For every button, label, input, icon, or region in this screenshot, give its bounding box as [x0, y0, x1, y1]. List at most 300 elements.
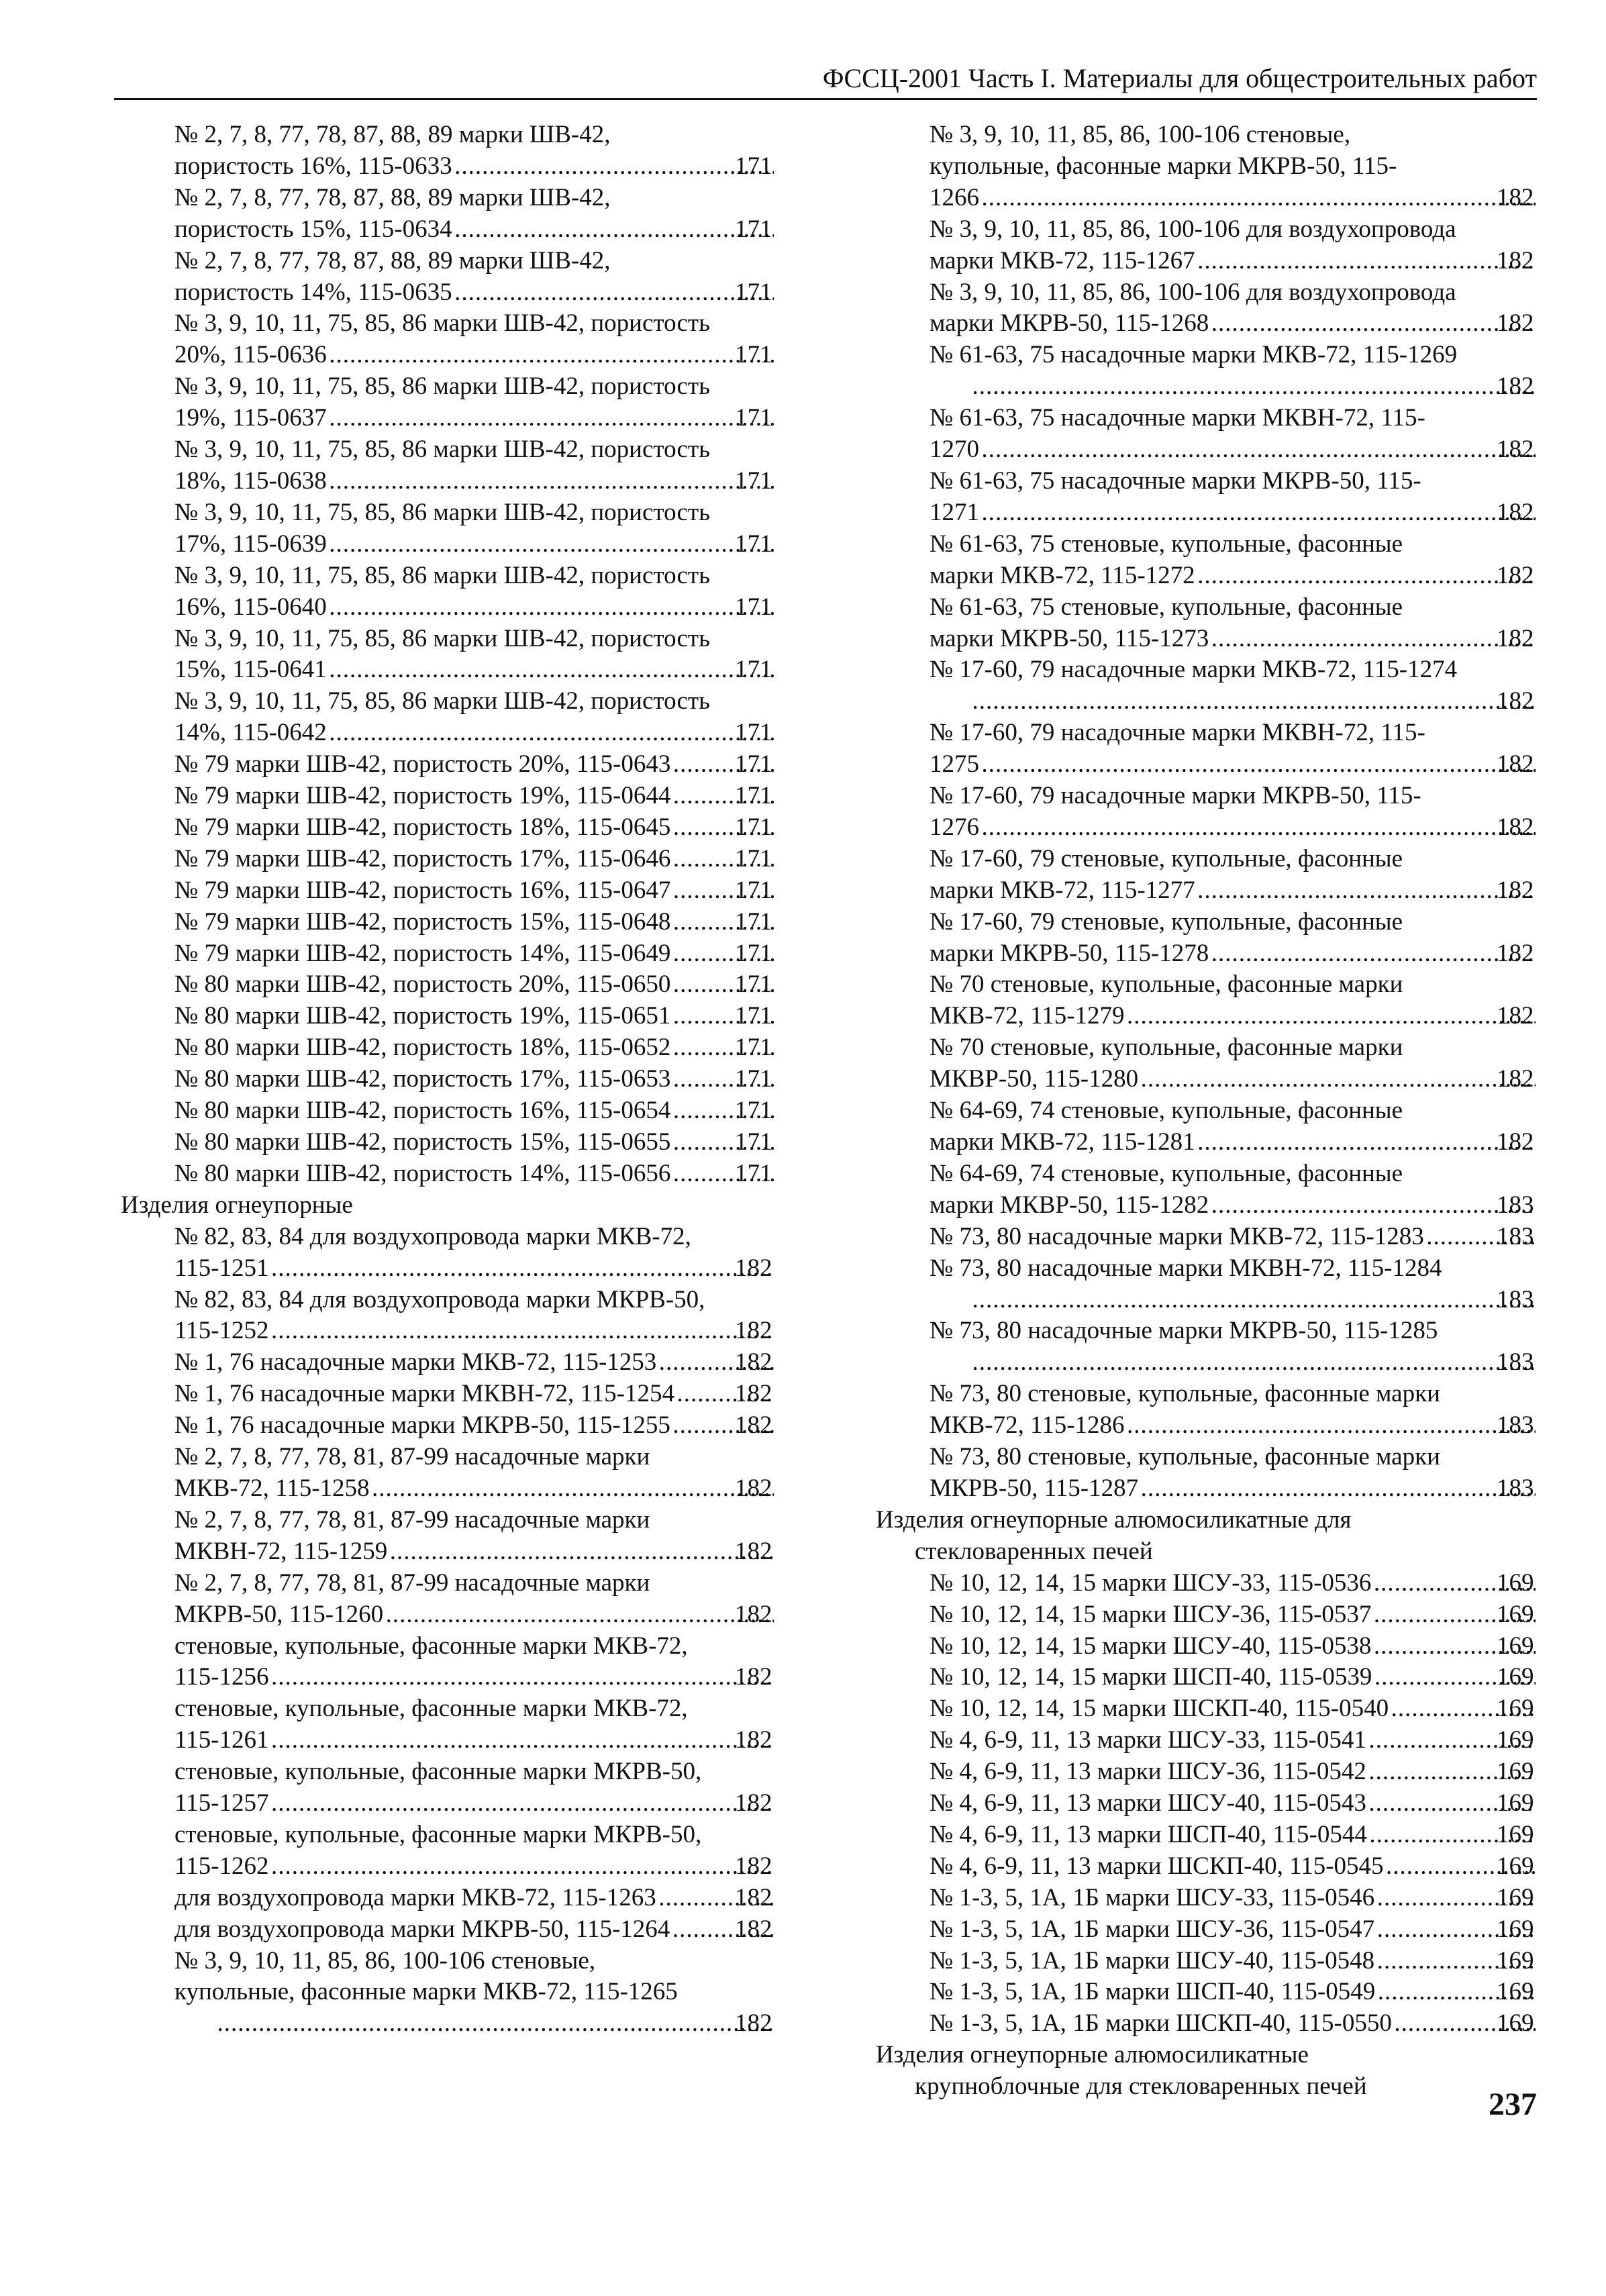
entry-text: № 70 стеновые, купольные, фасонные марки — [930, 970, 1403, 999]
entry-text: 17%, 115-0639 — [174, 530, 327, 558]
entry-leader-line: ..... 182 — [970, 371, 1537, 403]
index-entry — [866, 1662, 1537, 1693]
header-title: ФССЦ-2001 Часть I. Материалы для общестроительных работ — [822, 63, 1537, 93]
index-entry — [114, 969, 775, 1001]
index-entry — [114, 1631, 775, 1694]
entry-leader-line: № 1, 76 насадочные марки МКВ-72, 115-1253 ..... 182 — [215, 1347, 775, 1379]
entry-text: № 80 марки ШВ-42, пористость 18%, 115-0652 — [174, 1034, 671, 1062]
entry-text: 115-1261 — [174, 1726, 269, 1754]
index-entry — [114, 781, 775, 812]
dot-leader — [981, 812, 1536, 844]
entry-text: № 73, 80 стеновые, купольные, фасонные марки — [930, 1380, 1440, 1408]
entry-leader-line: 115-1252 ..... 182 — [215, 1315, 775, 1347]
entry-leader-line: марки МКВ-72, 115-1267 ..... 182 — [970, 246, 1537, 277]
entry-text: МКРВ-50, 115-1260 — [174, 1600, 384, 1628]
entry-text: № 4, 6-9, 11, 13 марки ШСУ-33, 115-0541 — [930, 1726, 1366, 1754]
section-heading-text: стекловаренных печей — [915, 1537, 1153, 1565]
entry-text: № 10, 12, 14, 15 марки ШСУ-40, 115-0538 — [930, 1632, 1372, 1660]
index-entry — [866, 2008, 1537, 2040]
dot-leader — [981, 183, 1536, 214]
entry-text: № 2, 7, 8, 77, 78, 87, 88, 89 марки ШВ-42, — [174, 183, 611, 211]
entry-leader-line: пористость 15%, 115-0634 ..... 171 — [215, 214, 775, 246]
entry-text: № 64-69, 74 стеновые, купольные, фасонные — [930, 1097, 1403, 1125]
dot-leader — [981, 497, 1536, 529]
entry-text: № 82, 83, 84 для воздухопровода марки МКВ-72, — [174, 1222, 691, 1250]
entry-leader-line: 17%, 115-0639 ..... 171 — [215, 529, 775, 560]
dot-leader — [371, 1473, 774, 1505]
entry-text: 1271 — [930, 498, 979, 526]
index-entry — [114, 812, 775, 844]
entry-text: № 73, 80 насадочные марки МКВ-72, 115-1283 — [930, 1222, 1424, 1250]
entry-leader-line: № 80 марки ШВ-42, пористость 14%, 115-0656 ..... 171 — [215, 1158, 775, 1190]
dot-leader — [1140, 1473, 1536, 1505]
dot-leader — [270, 1851, 774, 1883]
index-entry — [114, 1032, 775, 1064]
entry-leader-line: № 79 марки ШВ-42, пористость 14%, 115-0649 ..... 171 — [215, 938, 775, 970]
index-entry — [866, 1095, 1537, 1158]
entry-text: 20%, 115-0636 — [174, 341, 327, 369]
entry-text: № 4, 6-9, 11, 13 марки ШСУ-36, 115-0542 — [930, 1758, 1366, 1786]
entry-text: МКВ-72, 115-1279 — [930, 1002, 1125, 1030]
index-entry — [114, 907, 775, 938]
entry-leader-line: № 10, 12, 14, 15 марки ШСКП-40, 115-0540 ..... 169 — [970, 1693, 1537, 1725]
entry-text: купольные, фасонные марки МКВ-72, 115-1265 — [174, 1978, 678, 2006]
index-entry — [114, 1410, 775, 1442]
entry-text: 15%, 115-0641 — [174, 656, 327, 684]
index-entry — [114, 844, 775, 875]
index-entry — [114, 1001, 775, 1032]
page-number: 237 — [1489, 2087, 1537, 2122]
index-entry — [114, 1883, 775, 1914]
entry-text: № 17-60, 79 насадочные марки МКВН-72, 115- — [930, 719, 1425, 747]
entry-leader-line: 1276 ..... 182 — [970, 812, 1537, 844]
dot-leader — [454, 277, 774, 309]
index-entry — [114, 1347, 775, 1379]
entry-leader-line: 1266 ..... 182 — [970, 183, 1537, 214]
index-entry — [866, 1599, 1537, 1631]
entry-leader-line: № 10, 12, 14, 15 марки ШСП-40, 115-0539 ..... 169 — [970, 1662, 1537, 1693]
entry-text: № 61-63, 75 насадочные марки МКВН-72, 115- — [930, 404, 1425, 432]
entry-leader-line: № 4, 6-9, 11, 13 марки ШСП-40, 115-0544 ..... 169 — [970, 1819, 1537, 1851]
entry-text: № 2, 7, 8, 77, 78, 87, 88, 89 марки ШВ-42, — [174, 121, 611, 148]
index-entry — [114, 1285, 775, 1348]
entry-leader-line: марки МКВР-50, 115-1282 ..... 183 — [970, 1190, 1537, 1221]
index-entry — [866, 340, 1537, 403]
entry-text: марки МКРВ-50, 115-1278 — [930, 939, 1209, 967]
entry-text: 16%, 115-0640 — [174, 593, 327, 621]
dot-leader — [1210, 623, 1536, 655]
entry-leader-line: МКРВ-50, 115-1260 ..... 182 — [215, 1599, 775, 1631]
entry-text: № 61-63, 75 насадочные марки МКВ-72, 115-1269 — [930, 341, 1458, 369]
index-entry — [114, 1505, 775, 1568]
entry-text: марки МКВ-72, 115-1281 — [930, 1128, 1195, 1156]
index-entry — [114, 308, 775, 371]
entry-leader-line: 20%, 115-0636 ..... 171 — [215, 340, 775, 371]
entry-text: № 64-69, 74 стеновые, купольные, фасонные — [930, 1159, 1403, 1187]
entry-text: № 2, 7, 8, 77, 78, 81, 87-99 насадочные марки — [174, 1443, 650, 1471]
entry-text: марки МКВ-72, 115-1267 — [930, 246, 1195, 274]
index-entry — [866, 1631, 1537, 1662]
entry-text: № 4, 6-9, 11, 13 марки ШСКП-40, 115-0545 — [930, 1852, 1384, 1880]
entry-leader-line: 115-1261 ..... 182 — [215, 1725, 775, 1756]
index-entry — [114, 1221, 775, 1285]
entry-text: № 79 марки ШВ-42, пористость 15%, 115-0648 — [174, 907, 671, 936]
entry-leader-line: № 80 марки ШВ-42, пористость 15%, 115-0655 ..... 171 — [215, 1127, 775, 1158]
index-entry — [114, 119, 775, 183]
index-entry — [866, 1693, 1537, 1725]
index-entry — [866, 119, 1537, 214]
entry-leader-line: 115-1256 ..... 182 — [215, 1662, 775, 1693]
index-entry — [866, 1253, 1537, 1316]
entry-text: 1266 — [930, 183, 979, 211]
entry-text: № 3, 9, 10, 11, 85, 86, 100-106 стеновые, — [174, 1946, 596, 1975]
entry-text: № 17-60, 79 стеновые, купольные, фасонные — [930, 907, 1403, 936]
index-entry — [114, 875, 775, 907]
entry-leader-line: № 73, 80 насадочные марки МКВ-72, 115-1283 ..... 183 — [970, 1221, 1537, 1253]
entry-text: МКВ-72, 115-1258 — [174, 1474, 370, 1502]
section-heading — [866, 1505, 1537, 1568]
entry-text: № 2, 7, 8, 77, 78, 81, 87-99 насадочные марки — [174, 1568, 650, 1597]
entry-text: № 79 марки ШВ-42, пористость 20%, 115-0643 — [174, 750, 671, 779]
entry-text: пористость 16%, 115-0633 — [174, 152, 452, 180]
entry-text: № 80 марки ШВ-42, пористость 14%, 115-0656 — [174, 1159, 671, 1187]
dot-leader — [270, 1315, 774, 1347]
entry-leader-line: 115-1262 ..... 182 — [215, 1851, 775, 1883]
dot-leader — [328, 403, 774, 434]
index-entry — [114, 1379, 775, 1410]
entry-text: № 17-60, 79 насадочные марки МКРВ-50, 115- — [930, 782, 1421, 810]
dot-leader — [1197, 246, 1536, 277]
index-entry — [114, 623, 775, 687]
index-entry — [866, 403, 1537, 466]
entry-leader-line: ..... 182 — [215, 2008, 775, 2040]
index-entry — [114, 497, 775, 560]
index-entry — [866, 969, 1537, 1032]
entry-leader-line: № 10, 12, 14, 15 марки ШСУ-33, 115-0536 ..... 169 — [970, 1568, 1537, 1599]
section-heading — [866, 2040, 1537, 2103]
dot-leader — [385, 1599, 774, 1631]
index-entry — [114, 1946, 775, 2040]
index-entry — [866, 907, 1537, 970]
entry-leader-line: 115-1257 ..... 182 — [215, 1788, 775, 1819]
index-entry — [866, 277, 1537, 340]
index-entry — [114, 1127, 775, 1158]
entry-text: № 17-60, 79 насадочные марки МКВ-72, 115-1274 — [930, 656, 1458, 684]
entry-leader-line: ..... 183 — [970, 1285, 1537, 1316]
index-entry — [114, 1064, 775, 1095]
entry-leader-line: № 10, 12, 14, 15 марки ШСУ-40, 115-0538 ..... 169 — [970, 1631, 1537, 1662]
entry-text: стеновые, купольные, фасонные марки МКВ-72, — [174, 1695, 688, 1723]
entry-text: № 10, 12, 14, 15 марки ШСКП-40, 115-0540 — [930, 1695, 1389, 1723]
index-entry — [866, 1221, 1537, 1253]
entry-leader-line: марки МКРВ-50, 115-1273 ..... 182 — [970, 623, 1537, 655]
entry-text: № 61-63, 75 стеновые, купольные, фасонные — [930, 593, 1403, 621]
entry-text: № 3, 9, 10, 11, 75, 85, 86 марки ШВ-42, пористость — [174, 687, 710, 715]
entry-group — [866, 1568, 1537, 2040]
entry-leader-line: № 79 марки ШВ-42, пористость 15%, 115-0648 ..... 171 — [215, 907, 775, 938]
entry-text: № 79 марки ШВ-42, пористость 19%, 115-0644 — [174, 782, 671, 810]
entry-text: марки МКВР-50, 115-1282 — [930, 1191, 1209, 1219]
entry-text: для воздухопровода марки МКВ-72, 115-1263 — [174, 1883, 656, 1911]
dot-leader — [270, 1788, 774, 1819]
index-entry — [866, 1158, 1537, 1221]
entry-text: 1275 — [930, 750, 979, 779]
entry-text: № 3, 9, 10, 11, 85, 86, 100-106 для воздухопровода — [930, 278, 1456, 306]
entry-text: № 10, 12, 14, 15 марки ШСП-40, 115-0539 — [930, 1663, 1372, 1691]
entry-text: № 4, 6-9, 11, 13 марки ШСУ-40, 115-0543 — [930, 1789, 1366, 1817]
entry-text: № 1, 76 насадочные марки МКВ-72, 115-1253 — [174, 1348, 657, 1377]
entry-text: № 61-63, 75 насадочные марки МКРВ-50, 115- — [930, 466, 1421, 495]
dot-leader — [1197, 560, 1536, 592]
dot-leader — [971, 1285, 1536, 1316]
entry-text: 115-1262 — [174, 1852, 269, 1880]
entry-leader-line: 16%, 115-0640 ..... 171 — [215, 592, 775, 623]
dot-leader — [1210, 938, 1536, 970]
entry-leader-line: № 1-3, 5, 1А, 1Б марки ШСУ-40, 115-0548 ..... 169 — [970, 1946, 1537, 1977]
index-entry — [866, 1883, 1537, 1914]
section-heading-text: Изделия огнеупорные — [121, 1191, 353, 1219]
index-entry — [866, 529, 1537, 592]
entry-text: № 80 марки ШВ-42, пористость 20%, 115-0650 — [174, 970, 671, 999]
entry-text: № 79 марки ШВ-42, пористость 18%, 115-0645 — [174, 813, 671, 841]
index-entry — [114, 1756, 775, 1819]
index-entry — [866, 1756, 1537, 1788]
entry-text: марки МКВ-72, 115-1277 — [930, 876, 1195, 904]
entry-text: № 1-3, 5, 1А, 1Б марки ШСУ-36, 115-0547 — [930, 1915, 1375, 1943]
entry-leader-line: № 4, 6-9, 11, 13 марки ШСУ-40, 115-0543 ..... 169 — [970, 1788, 1537, 1819]
entry-leader-line: 1270 ..... 182 — [970, 434, 1537, 466]
dot-leader — [216, 2008, 774, 2040]
index-entry — [866, 1725, 1537, 1756]
entry-leader-line: МКВ-72, 115-1286 ..... 183 — [970, 1410, 1537, 1442]
entry-text: № 80 марки ШВ-42, пористость 16%, 115-0654 — [174, 1097, 671, 1125]
index-entry — [866, 214, 1537, 277]
entry-group — [866, 119, 1537, 1505]
entry-leader-line: марки МКВ-72, 115-1277 ..... 182 — [970, 875, 1537, 907]
entry-text: 18%, 115-0638 — [174, 466, 327, 495]
dot-leader — [971, 686, 1536, 717]
entry-leader-line: МКВН-72, 115-1259 ..... 182 — [215, 1536, 775, 1568]
index-entry — [866, 1788, 1537, 1819]
index-entry — [866, 1914, 1537, 1946]
index-entry — [866, 781, 1537, 844]
dot-leader — [389, 1536, 774, 1568]
index-entry — [866, 654, 1537, 717]
entry-text: № 73, 80 стеновые, купольные, фасонные марки — [930, 1443, 1440, 1471]
entry-leader-line: № 1-3, 5, 1А, 1Б марки ШСКП-40, 115-0550 ..... 169 — [970, 2008, 1537, 2040]
dot-leader — [1126, 1001, 1536, 1032]
index-entry — [114, 1914, 775, 1946]
entry-text: № 80 марки ШВ-42, пористость 19%, 115-0651 — [174, 1002, 671, 1030]
index-column-right — [866, 119, 1537, 2103]
entry-text: 1270 — [930, 436, 979, 464]
dot-leader — [1197, 875, 1536, 907]
entry-leader-line: № 79 марки ШВ-42, пористость 19%, 115-0644 ..... 171 — [215, 781, 775, 812]
entry-leader-line: 1275 ..... 182 — [970, 749, 1537, 781]
index-entry — [114, 1095, 775, 1127]
entry-text: пористость 15%, 115-0634 — [174, 215, 452, 243]
index-entry — [866, 1851, 1537, 1883]
entry-text: купольные, фасонные марки МКРВ-50, 115- — [930, 152, 1397, 180]
entry-text: 115-1257 — [174, 1789, 269, 1817]
entry-leader-line: № 79 марки ШВ-42, пористость 20%, 115-0643 ..... 171 — [215, 749, 775, 781]
dot-leader — [328, 529, 774, 560]
entry-leader-line: МКВ-72, 115-1279 ..... 182 — [970, 1001, 1537, 1032]
entry-text: № 10, 12, 14, 15 марки ШСУ-33, 115-0536 — [930, 1568, 1372, 1597]
index-entry — [866, 1442, 1537, 1505]
entry-text: № 79 марки ШВ-42, пористость 14%, 115-0649 — [174, 939, 671, 967]
entry-group — [114, 119, 775, 1190]
entry-text: № 3, 9, 10, 11, 75, 85, 86 марки ШВ-42, пористость — [174, 372, 710, 401]
entry-leader-line: марки МКРВ-50, 115-1278 ..... 182 — [970, 938, 1537, 970]
entry-text: МКВР-50, 115-1280 — [930, 1065, 1139, 1093]
entry-leader-line: № 80 марки ШВ-42, пористость 19%, 115-0651 ..... 171 — [215, 1001, 775, 1032]
entry-text: № 73, 80 насадочные марки МКРВ-50, 115-1285 — [930, 1317, 1438, 1345]
dot-leader — [270, 1662, 774, 1693]
entry-leader-line: 1271 ..... 182 — [970, 497, 1537, 529]
entry-text: марки МКРВ-50, 115-1273 — [930, 624, 1209, 652]
entry-text: № 79 марки ШВ-42, пористость 16%, 115-0647 — [174, 876, 671, 904]
entry-text: № 82, 83, 84 для воздухопровода марки МКРВ-50, — [174, 1285, 705, 1313]
entry-leader-line: 115-1251 ..... 182 — [215, 1253, 775, 1285]
entry-text: 19%, 115-0637 — [174, 404, 327, 432]
index-entry — [114, 1693, 775, 1756]
entry-text: МКВ-72, 115-1286 — [930, 1411, 1125, 1440]
entry-text: 115-1252 — [174, 1317, 269, 1345]
dot-leader — [328, 654, 774, 686]
entry-leader-line: № 1, 76 насадочные марки МКВН-72, 115-1254 ..... 182 — [215, 1379, 775, 1410]
entry-leader-line: марки МКВ-72, 115-1272 ..... 182 — [970, 560, 1537, 592]
entry-text: № 2, 7, 8, 77, 78, 81, 87-99 насадочные марки — [174, 1505, 650, 1534]
index-entry — [866, 1032, 1537, 1095]
entry-text: марки МКВ-72, 115-1272 — [930, 561, 1195, 589]
index-entry — [866, 1379, 1537, 1442]
entry-leader-line: ..... 183 — [970, 1347, 1537, 1379]
entry-text: № 3, 9, 10, 11, 75, 85, 86 марки ШВ-42, пористость — [174, 309, 710, 338]
dot-leader — [971, 1347, 1536, 1379]
index-entry — [866, 1315, 1537, 1379]
index-entry — [114, 938, 775, 970]
entry-leader-line: № 80 марки ШВ-42, пористость 16%, 115-0654 ..... 171 — [215, 1095, 775, 1127]
entry-leader-line: № 1-3, 5, 1А, 1Б марки ШСП-40, 115-0549 ..... 169 — [970, 1977, 1537, 2008]
entry-leader-line: № 79 марки ШВ-42, пористость 17%, 115-0646 ..... 171 — [215, 844, 775, 875]
entry-leader-line: марки МКВ-72, 115-1281 ..... 182 — [970, 1127, 1537, 1158]
entry-text: 115-1256 — [174, 1663, 269, 1691]
dot-leader — [454, 151, 774, 183]
entry-text: № 80 марки ШВ-42, пористость 15%, 115-0655 — [174, 1128, 671, 1156]
index-entry — [114, 246, 775, 309]
dot-leader — [328, 466, 774, 497]
index-entry — [866, 1977, 1537, 2008]
entry-text: № 17-60, 79 стеновые, купольные, фасонные — [930, 844, 1403, 872]
index-entry — [866, 1946, 1537, 1977]
entry-leader-line: № 10, 12, 14, 15 марки ШСУ-36, 115-0537 ..... 169 — [970, 1599, 1537, 1631]
dot-leader — [1210, 308, 1536, 340]
entry-text: № 3, 9, 10, 11, 75, 85, 86 марки ШВ-42, пористость — [174, 624, 710, 652]
section-heading — [114, 1190, 775, 1221]
index-column-left — [114, 119, 775, 2040]
index-entry — [866, 466, 1537, 529]
entry-leader-line: 18%, 115-0638 ..... 171 — [215, 466, 775, 497]
dot-leader — [328, 592, 774, 623]
index-entry — [114, 1442, 775, 1505]
entry-text: № 80 марки ШВ-42, пористость 17%, 115-0653 — [174, 1065, 671, 1093]
entry-leader-line: № 79 марки ШВ-42, пористость 16%, 115-0647 ..... 171 — [215, 875, 775, 907]
dot-leader — [328, 717, 774, 749]
dot-leader — [971, 371, 1536, 403]
entry-leader-line: МКВР-50, 115-1280 ..... 182 — [970, 1064, 1537, 1095]
entry-text: № 1, 76 насадочные марки МКВН-72, 115-1254 — [174, 1380, 674, 1408]
entry-leader-line: 14%, 115-0642 ..... 171 — [215, 717, 775, 749]
entry-text: № 3, 9, 10, 11, 85, 86, 100-106 для воздухопровода — [930, 215, 1456, 243]
entry-text: № 1-3, 5, 1А, 1Б марки ШСУ-40, 115-0548 — [930, 1946, 1375, 1975]
entry-leader-line: № 4, 6-9, 11, 13 марки ШСКП-40, 115-0545 ..... 169 — [970, 1851, 1537, 1883]
entry-leader-line: пористость 16%, 115-0633 ..... 171 — [215, 151, 775, 183]
entry-text: пористость 14%, 115-0635 — [174, 278, 452, 306]
index-entry — [866, 1568, 1537, 1599]
entry-text: стеновые, купольные, фасонные марки МКРВ-50, — [174, 1758, 702, 1786]
entry-text: № 1-3, 5, 1А, 1Б марки ШСУ-33, 115-0546 — [930, 1883, 1375, 1911]
entry-leader-line: № 1-3, 5, 1А, 1Б марки ШСУ-36, 115-0547 ..... 169 — [970, 1914, 1537, 1946]
entry-text: № 73, 80 насадочные марки МКВН-72, 115-1284 — [930, 1254, 1442, 1282]
entry-leader-line: МКРВ-50, 115-1287 ..... 183 — [970, 1473, 1537, 1505]
entry-leader-line: № 80 марки ШВ-42, пористость 20%, 115-0650 ..... 171 — [215, 969, 775, 1001]
entry-text: № 1-3, 5, 1А, 1Б марки ШСП-40, 115-0549 — [930, 1978, 1376, 2006]
index-entry — [114, 749, 775, 781]
index-entry — [866, 844, 1537, 907]
entry-text: 1276 — [930, 813, 979, 841]
index-entry — [114, 1568, 775, 1631]
index-entry — [114, 1158, 775, 1190]
section-heading-text: крупноблочные для стекловаренных печей — [915, 2073, 1367, 2101]
entry-leader-line: пористость 14%, 115-0635 ..... 171 — [215, 277, 775, 309]
entry-text: 115-1251 — [174, 1254, 269, 1282]
dot-leader — [1197, 1127, 1536, 1158]
entry-leader-line: марки МКРВ-50, 115-1268 ..... 182 — [970, 308, 1537, 340]
entry-text: стеновые, купольные, фасонные марки МКРВ-50, — [174, 1820, 702, 1848]
index-entry — [866, 1819, 1537, 1851]
dot-leader — [1210, 1190, 1536, 1221]
entry-text: 14%, 115-0642 — [174, 719, 327, 747]
entry-leader-line: № 80 марки ШВ-42, пористость 17%, 115-0653 ..... 171 — [215, 1064, 775, 1095]
dot-leader — [454, 214, 774, 246]
entry-leader-line: МКВ-72, 115-1258 ..... 182 — [215, 1473, 775, 1505]
entry-text: № 3, 9, 10, 11, 75, 85, 86 марки ШВ-42, пористость — [174, 498, 710, 526]
dot-leader — [1126, 1410, 1536, 1442]
dot-leader — [328, 340, 774, 371]
entry-leader-line: № 80 марки ШВ-42, пористость 18%, 115-0652 ..... 171 — [215, 1032, 775, 1064]
index-entry — [114, 434, 775, 497]
entry-text: МКРВ-50, 115-1287 — [930, 1474, 1139, 1502]
index-entry — [114, 1819, 775, 1883]
entry-text: № 10, 12, 14, 15 марки ШСУ-36, 115-0537 — [930, 1600, 1372, 1628]
entry-leader-line: ..... 182 — [970, 686, 1537, 717]
entry-leader-line: № 4, 6-9, 11, 13 марки ШСУ-36, 115-0542 ..... 169 — [970, 1756, 1537, 1788]
entry-group — [114, 1221, 775, 2040]
entry-leader-line: для воздухопровода марки МКВ-72, 115-1263 ..... 182 — [215, 1883, 775, 1914]
entry-text: стеновые, купольные, фасонные марки МКВ-72, — [174, 1632, 688, 1660]
section-heading-text: Изделия огнеупорные алюмосиликатные для — [876, 1505, 1352, 1534]
entry-leader-line: № 1-3, 5, 1А, 1Б марки ШСУ-33, 115-0546 ..... 169 — [970, 1883, 1537, 1914]
entry-text: № 3, 9, 10, 11, 75, 85, 86 марки ШВ-42, пористость — [174, 561, 710, 589]
index-entry — [866, 717, 1537, 781]
dot-leader — [270, 1253, 774, 1285]
entry-leader-line: 19%, 115-0637 ..... 171 — [215, 403, 775, 434]
entry-leader-line: для воздухопровода марки МКРВ-50, 115-1264 ..... 182 — [215, 1914, 775, 1946]
index-entry — [114, 560, 775, 623]
entry-text: № 3, 9, 10, 11, 85, 86, 100-106 стеновые, — [930, 121, 1351, 148]
entry-text: № 70 стеновые, купольные, фасонные марки — [930, 1034, 1403, 1062]
